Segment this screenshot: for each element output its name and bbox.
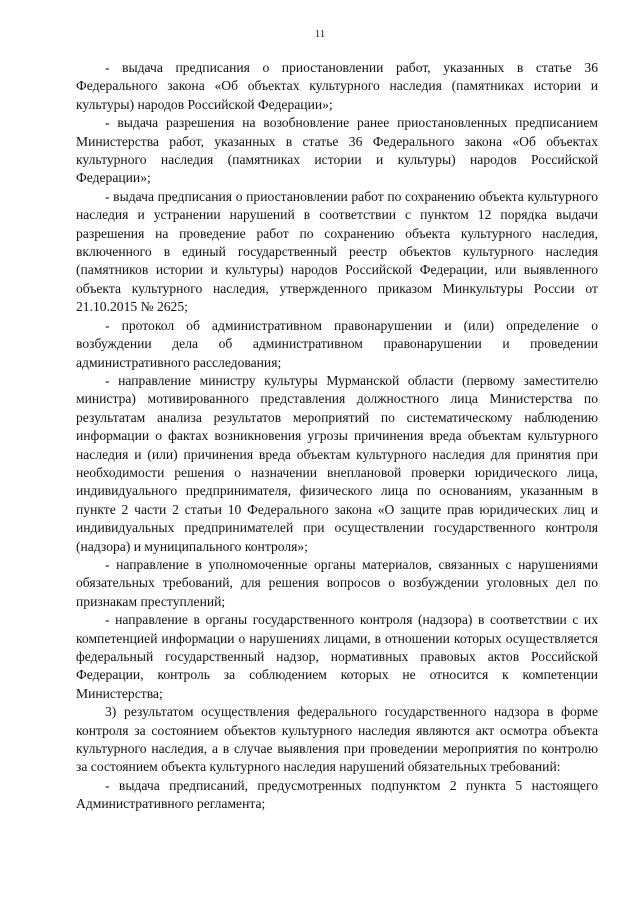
paragraph-7: - направление в органы государственного контроля (надзора) в соответствии с их компетенцией информации о нарушениях лицами, в отношении которых осуществляется федеральный государственный надзор, нормативных правовых актов Российской Федерации, контроль за соблюдением которых не относится к компетенции Министерства; [76, 612, 598, 701]
paragraph-6: - направление в уполномоченные органы материалов, связанных с нарушениями обязательных требований, для решения вопросов о возбуждении уголовных дел по признакам преступлений; [76, 556, 598, 609]
document-body [76, 59, 598, 814]
paragraph-2: - выдача разрешения на возобновление ранее приостановленных предписанием Министерства работ, указанных в статье 36 Федерального закона «Об объектах культурного наследия (памятниках истории и культуры) народов Российской Федерации»; [76, 115, 598, 186]
paragraph-4: - протокол об административном правонарушении и (или) определение о возбуждении дела об административном правонарушении и проведении административного расследования; [76, 317, 598, 370]
paragraph-3: - выдача предписания о приостановлении работ по сохранению объекта культурного наследия и устранении нарушений в соответствии с пунктом 12 порядка выдачи разрешения на проведение работ по сохранению объекта культурного наследия, включенного в единый государственный реестр объектов культурного наследия (памятников истории и культуры) народов Российской Федерации, или выявленного объекта культурного наследия, утвержденного приказом Минкультуры России от 21.10.2015 № 2625; [76, 188, 598, 315]
paragraph-8: 3) результатом осуществления федерального государственного надзора в форме контроля за состоянием объектов культурного наследия являются акт осмотра объекта культурного наследия, а в случае выявления при проведении мероприятия по контролю за состоянием объекта культурного наследия нарушений обязательных требований: [76, 704, 598, 775]
paragraph-9: - выдача предписаний, предусмотренных подпунктом 2 пункта 5 настоящего Административного регламента; [76, 777, 598, 812]
paragraph-5: - направление министру культуры Мурманской области (первому заместителю министра) мотивированного представления должностного лица Министерства по результатам анализа результатов мероприятий по систематическому наблюдению информации о фактах возникновения угрозы причинения вреда объектам культурного наследия и (или) причинения вреда объектам культурного наследия для принятия при необходимости решения о назначении внеплановой проверки юридического лица, индивидуального предпринимателя, физического лица по основаниям, указанным в пункте 2 части 2 статьи 10 Федерального закона «О защите прав юридических лиц и индивидуальных предпринимателей при осуществлении государственного контроля (надзора) и муниципального контроля»; [76, 372, 598, 554]
paragraph-1: - выдача предписания о приостановлении работ, указанных в статье 36 Федерального закона «Об объектах культурного наследия (памятниках истории и культуры) народов Российской Федерации»; [76, 60, 598, 112]
page-number: 11 [314, 28, 326, 40]
